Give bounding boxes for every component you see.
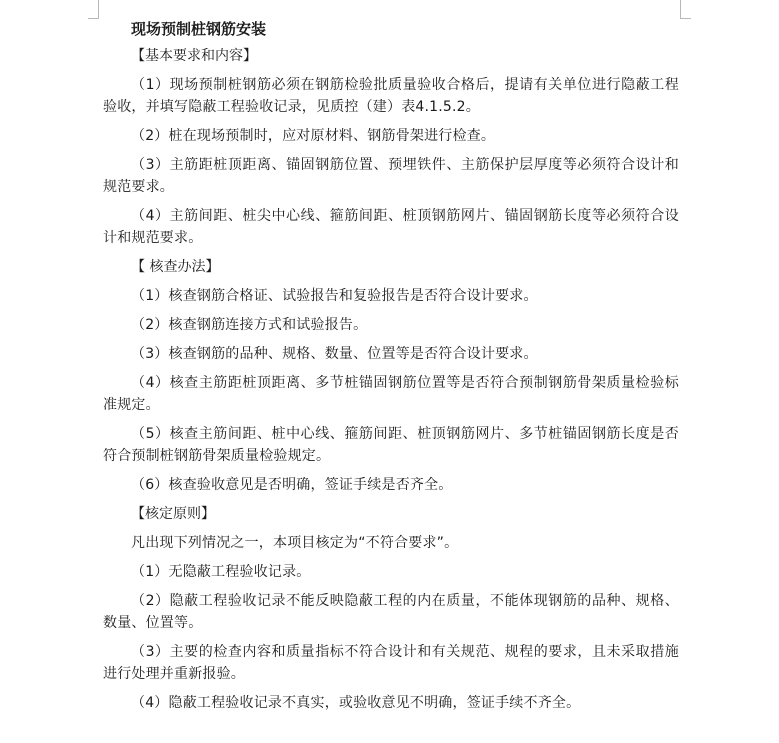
paragraph: （6）核查验收意见是否明确，签证手续是否齐全。 xyxy=(131,477,453,493)
paragraph: （4）隐蔽工程验收记录不真实，或验收意见不明确，签证手续不齐全。 xyxy=(131,695,581,711)
paragraph: （1）核查钢筋合格证、试验报告和复验报告是否符合设计要求。 xyxy=(131,288,538,304)
paragraph: （2）核查钢筋连接方式和试验报告。 xyxy=(131,317,368,333)
paragraph: （1）无隐蔽工程验收记录。 xyxy=(131,564,311,580)
paragraph: （5）核查主筋间距、桩中心线、箍筋间距、桩顶钢筋网片、多节桩锚固钢筋长度是否符合预制桩钢筋骨架质量检验规定。 xyxy=(103,426,679,464)
section-heading-verification-principles: 【核定原则】 xyxy=(131,506,215,522)
paragraph: （4）主筋间距、桩尖中心线、箍筋间距、桩顶钢筋网片、锚固钢筋长度等必须符合设计和规范要求。 xyxy=(103,208,679,246)
paragraph: 凡出现下列情况之一，本项目核定为“不符合要求”。 xyxy=(131,535,459,551)
section-heading-basic-requirements: 【基本要求和内容】 xyxy=(131,48,257,64)
top-left-margin-mark xyxy=(88,0,99,19)
paragraph: （2）隐蔽工程验收记录不能反映隐蔽工程的内在质量，不能体现钢筋的品种、规格、数量、位置等。 xyxy=(103,593,679,631)
paragraph: （1）现场预制桩钢筋必须在钢筋检验批质量验收合格后，提请有关单位进行隐蔽工程验收，并填写隐蔽工程验收记录，见质控（建）表4.1.5.2。 xyxy=(103,77,679,115)
paragraph: （3）主要的检查内容和质量指标不符合设计和有关规范、规程的要求，且未采取措施进行处理并重新报验。 xyxy=(103,644,679,682)
top-right-margin-mark xyxy=(680,0,691,19)
paragraph: （3）主筋距桩顶距离、锚固钢筋位置、预埋铁件、主筋保护层厚度等必须符合设计和规范要求。 xyxy=(103,157,679,195)
paragraph: （2）桩在现场预制时，应对原材料、钢筋骨架进行检查。 xyxy=(131,128,496,144)
paragraph: （3）核查钢筋的品种、规格、数量、位置等是否符合设计要求。 xyxy=(131,346,538,362)
paragraph: （4）核查主筋距桩顶距离、多节桩锚固钢筋位置等是否符合预制钢筋骨架质量检验标准规定。 xyxy=(103,375,679,413)
section-heading-check-methods: 【 核查办法】 xyxy=(131,259,220,275)
document-title: 现场预制桩钢筋安装 xyxy=(131,20,267,38)
document-body[interactable] xyxy=(103,16,679,721)
